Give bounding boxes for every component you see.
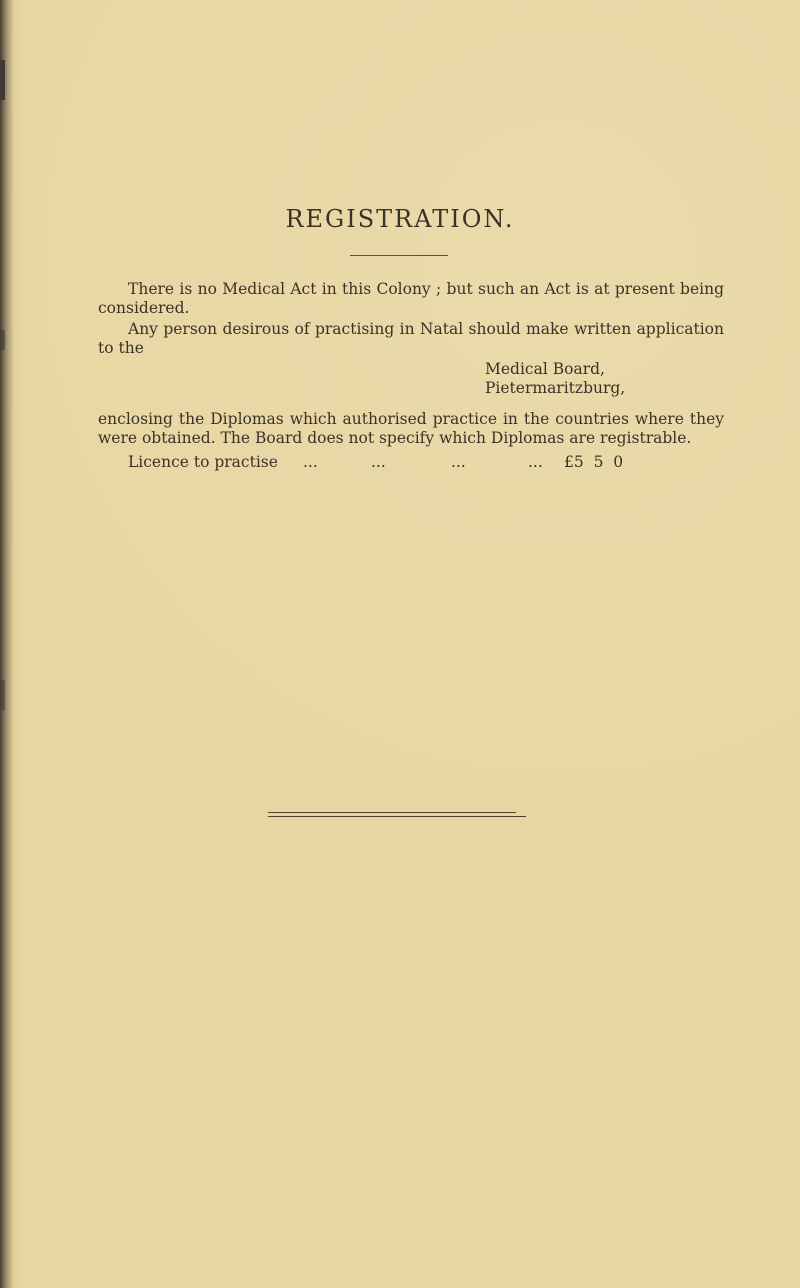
- paragraph-application: [98, 320, 724, 358]
- page-title: REGISTRATION.: [285, 205, 515, 233]
- fee-label: Licence to practise: [128, 453, 278, 471]
- binding-edge-mark: [0, 330, 5, 350]
- closing-rule: [268, 812, 516, 813]
- paragraph-text: enclosing the Diplomas which authorised practice in the countries where they were obtained. The Board does not specify which Diplomas are registrable.: [98, 410, 724, 447]
- fee-leader: ...: [303, 453, 318, 471]
- binding-edge-mark: [0, 680, 5, 710]
- fee-leader: ...: [451, 453, 466, 471]
- binding-edge-mark: [0, 60, 5, 100]
- address-line-city: Pietermaritzburg,: [485, 379, 626, 397]
- paragraph-diplomas: [98, 410, 724, 448]
- fee-leader: ...: [371, 453, 386, 471]
- closing-rule: [268, 816, 526, 817]
- title-divider: [350, 255, 448, 256]
- paragraph-text: There is no Medical Act in this Colony ; but such an Act is at present being considered.: [98, 280, 724, 317]
- fee-line: [128, 453, 668, 605]
- paragraph-text: Any person desirous of practising in Natal should make written application to the: [98, 320, 724, 357]
- fee-amount: £5 5 0: [564, 453, 624, 471]
- address-line-board: Medical Board,: [485, 360, 605, 378]
- paragraph-medical-act: [98, 280, 724, 318]
- fee-leader: ...: [528, 453, 543, 471]
